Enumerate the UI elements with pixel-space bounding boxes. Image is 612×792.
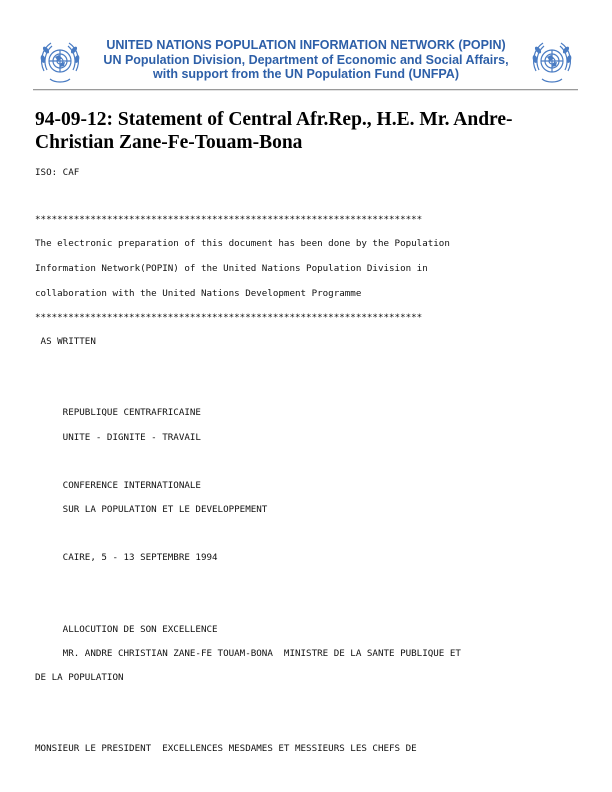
page-header — [0, 0, 612, 96]
national-motto: UNITE - DIGNITE - TRAVAIL — [35, 432, 201, 443]
separator-line: ********************************************************************** — [35, 214, 423, 225]
header-line-org: UNITED NATIONS POPULATION INFORMATION NETWORK (POPIN) — [106, 38, 506, 52]
speaker-line: DE LA POPULATION — [35, 672, 124, 683]
header-banner — [90, 38, 522, 82]
conference-title-line: CONFERENCE INTERNATIONALE — [35, 480, 201, 491]
un-emblem-icon — [527, 37, 577, 87]
speaker-line: MR. ANDRE CHRISTIAN ZANE-FE TOUAM-BONA MINISTRE DE LA SANTE PUBLIQUE ET — [35, 648, 461, 659]
as-written-note: AS WRITTEN — [35, 336, 96, 347]
preparation-note-line: Information Network(POPIN) of the United Nations Population Division in — [35, 263, 428, 274]
header-divider — [33, 89, 578, 91]
speech-opening-line: MONSIEUR LE PRESIDENT EXCELLENCES MESDAMES ET MESSIEURS LES CHEFS DE — [35, 743, 417, 754]
header-line-support: with support from the UN Population Fund (UNFPA) — [153, 67, 459, 81]
preparation-note-line: collaboration with the United Nations Development Programme — [35, 288, 362, 299]
page-title: 94-09-12: Statement of Central Afr.Rep., H.E. Mr. Andre-Christian Zane-Fe-Touam-Bona — [35, 109, 513, 153]
iso-code: ISO: CAF — [35, 167, 80, 178]
preparation-note-line: The electronic preparation of this document has been done by the Population — [35, 238, 450, 249]
allocution-heading: ALLOCUTION DE SON EXCELLENCE — [35, 624, 218, 635]
conference-title-line: SUR LA POPULATION ET LE DEVELOPPEMENT — [35, 504, 268, 515]
header-line-division: UN Population Division, Department of Economic and Social Affairs, — [103, 52, 509, 67]
separator-line: ********************************************************************** — [35, 312, 423, 323]
conference-place-date: CAIRE, 5 - 13 SEPTEMBRE 1994 — [35, 552, 218, 563]
republic-name: REPUBLIQUE CENTRAFRICAINE — [35, 407, 201, 418]
un-emblem-icon — [35, 37, 85, 87]
